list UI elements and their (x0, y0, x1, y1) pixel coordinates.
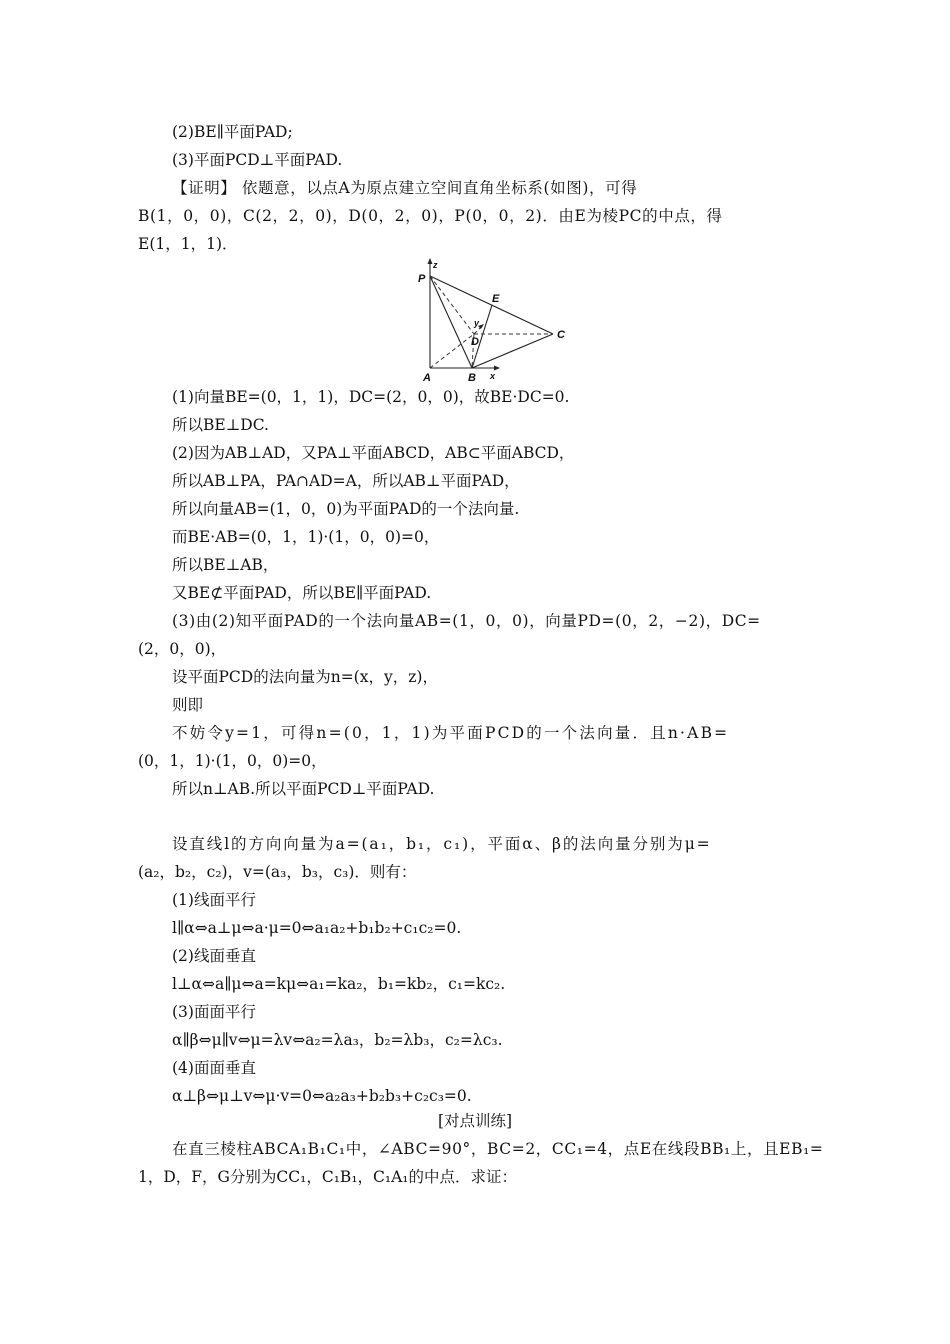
proof-line-2: B(1，0，0)，C(2，2，0)，D(0，2，0)，P(0，0，2)．由E为棱PC的中点，得 (138, 207, 723, 225)
label-C: C (557, 329, 565, 341)
exercise-heading: [对点训练] (437, 1112, 513, 1130)
case3-title: (3)面面平行 (172, 1003, 256, 1021)
case3-formula: α∥β⇔μ∥v⇔μ=λv⇔a₂=λa₃，b₂=λb₃，c₂=λc₃. (172, 1031, 503, 1049)
part3-line-2: (2，0，0)， (138, 640, 227, 658)
label-E: E (492, 293, 500, 305)
part3-line-5: 不妨令y=1，可得n=(0，1，1)为平面PCD的一个法向量．且n·AB= (172, 724, 730, 742)
part2-line-2: 所以AB⊥PA，PA∩AD=A，所以AB⊥平面PAD， (172, 472, 520, 490)
label-A: A (423, 372, 431, 384)
text-line-1: (2)BE∥平面PAD; (172, 123, 293, 141)
coordinate-figure (410, 256, 580, 384)
part3-line-1: (3)由(2)知平面PAD的一个法向量AB=(1，0，0)，向量PD=(0，2，−2)，DC= (172, 612, 761, 630)
case1-formula: l∥α⇔a⊥μ⇔a·μ=0⇔a₁a₂+b₁b₂+c₁c₂=0. (172, 919, 462, 937)
summary-line-2: (a₂，b₂，c₂)，v=(a₃，b₃，c₃)．则有： (138, 863, 417, 881)
proof-line-1: 【证明】 依题意，以点A为原点建立空间直角坐标系(如图)，可得 (172, 179, 638, 197)
proof-line-3: E(1，1，1)． (138, 235, 238, 253)
summary-line-1: 设直线l的方向向量为a=(a₁，b₁，c₁)，平面α、β的法向量分别为μ= (172, 835, 712, 853)
exercise-line-2: 1，D，F，G分别为CC₁，C₁B₁，C₁A₁的中点．求证： (138, 1168, 518, 1186)
part3-conclusion: 所以n⊥AB.所以平面PCD⊥平面PAD. (172, 780, 435, 798)
z-axis-arrow (428, 258, 433, 264)
label-z: z (433, 260, 438, 270)
case2-formula: l⊥α⇔a∥μ⇔a=kμ⇔a₁=ka₂，b₁=kb₂，c₁=kc₂. (172, 975, 506, 993)
x-axis-arrow (494, 366, 500, 371)
part2-line-6: 又BE⊄平面PAD，所以BE∥平面PAD. (172, 584, 432, 602)
case4-title: (4)面面垂直 (172, 1059, 256, 1077)
case2-title: (2)线面垂直 (172, 947, 256, 965)
edge-PB (430, 276, 472, 368)
part3-line-4: 则即 (172, 696, 204, 714)
case4-formula: α⊥β⇔μ⊥v⇔μ·v=0⇔a₂a₃+b₂b₃+c₂c₃=0. (172, 1087, 472, 1105)
part3-line-6: (0，1，1)·(1，0，0)=0， (138, 752, 327, 770)
part1-conclusion: 所以BE⊥DC. (172, 416, 269, 434)
label-D: D (471, 336, 479, 348)
part2-line-4: 而BE·AB=(0，1，1)·(1，0，0)=0， (172, 528, 440, 546)
edge-BC (472, 334, 553, 368)
text-line-2: (3)平面PCD⊥平面PAD. (172, 151, 343, 169)
part1-line: (1)向量BE=(0，1，1)，DC=(2，0，0)，故BE·DC=0. (172, 388, 570, 406)
label-x: x (490, 371, 496, 381)
part2-line-5: 所以BE⊥AB， (172, 556, 279, 574)
label-P: P (418, 273, 426, 285)
part3-line-3: 设平面PCD的法向量为n=(x，y，z)， (172, 668, 438, 686)
edge-AD (430, 334, 474, 368)
exercise-line-1: 在直三棱柱ABCA₁B₁C₁中，∠ABC=90°，BC=2，CC₁=4，点E在线段BB₁上，且EB₁= (172, 1140, 824, 1158)
label-B: B (468, 372, 476, 384)
part2-line-1: (2)因为AB⊥AD，又PA⊥平面ABCD，AB⊂平面ABCD， (172, 444, 575, 462)
part2-line-3: 所以向量AB=(1，0，0)为平面PAD的一个法向量. (172, 500, 520, 518)
case1-title: (1)线面平行 (172, 891, 256, 909)
label-y: y (474, 318, 480, 328)
